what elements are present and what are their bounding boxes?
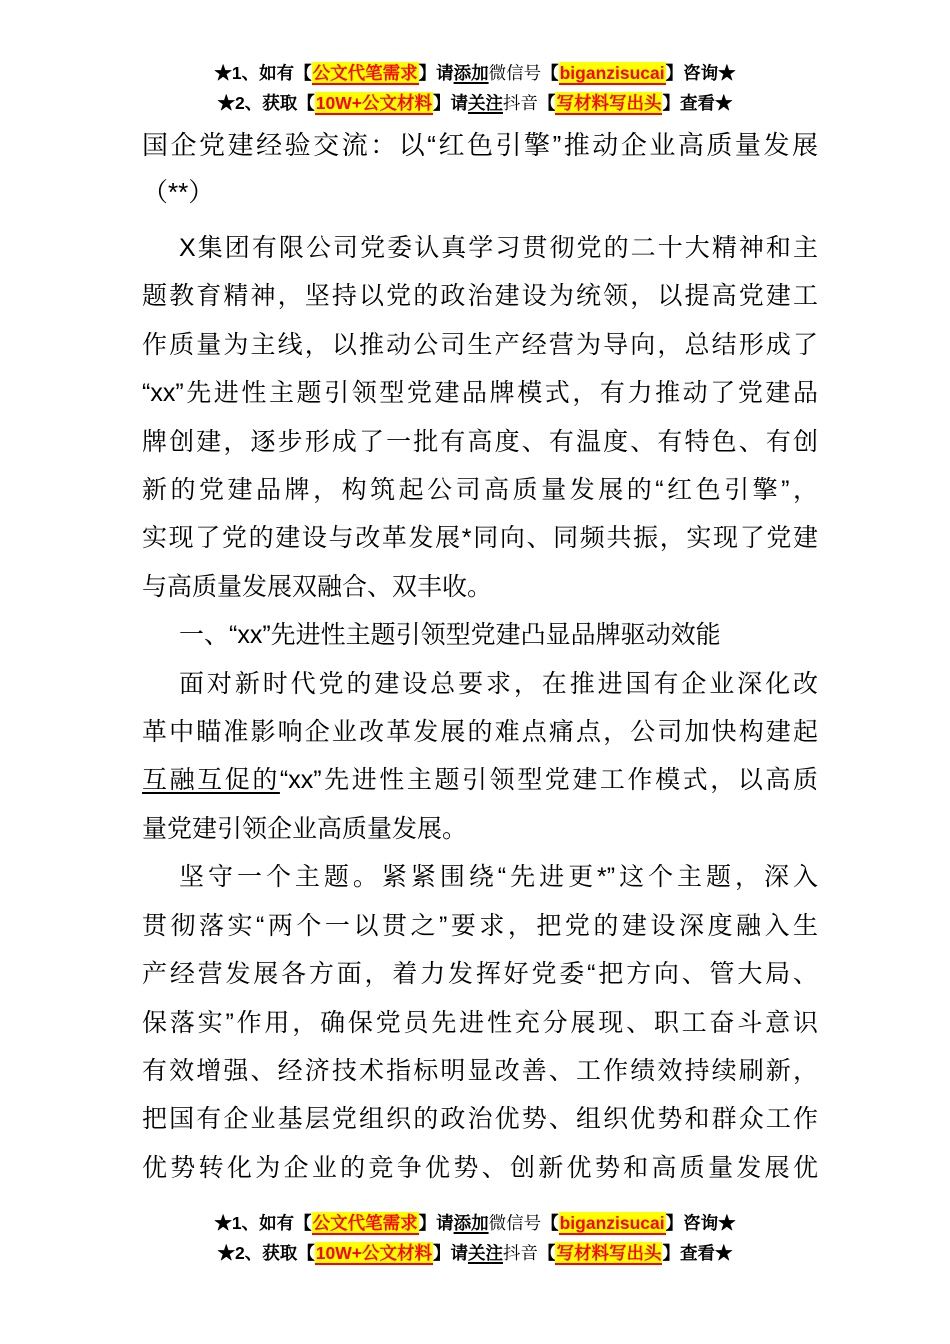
banner-line-1 xyxy=(0,1208,950,1238)
banner-segment: 抖音 xyxy=(502,93,538,113)
promo-banner-top xyxy=(0,58,950,118)
doc-paragraph xyxy=(142,660,818,854)
banner-segment: ★2、获取【 xyxy=(217,93,315,113)
banner-segment: 添加 xyxy=(453,63,489,83)
banner-segment: 】请 xyxy=(432,93,468,113)
highlighted-text: 公文代笔需求 xyxy=(312,1213,418,1233)
banner-segment: 添加 xyxy=(453,1213,489,1233)
body-line: 实现了党的建设与改革发展*同向、同频共振，实现了党建 xyxy=(142,524,818,553)
banner-line-2 xyxy=(0,1238,950,1268)
body-line: 量党建引领企业高质量发展。 xyxy=(142,814,468,843)
doc-heading xyxy=(142,611,818,659)
banner-segment: 微信号 xyxy=(488,63,542,83)
body-line: 优势转化为企业的竞争优势、创新优势和高质量发展优 xyxy=(142,1153,818,1182)
banner-segment: 【 xyxy=(537,93,556,113)
banner-segment: ★1、如有【 xyxy=(214,63,312,83)
highlighted-text: 写材料写出头 xyxy=(556,1243,662,1263)
promo-banner-bottom xyxy=(0,1208,950,1268)
banner-segment: 【 xyxy=(541,1213,559,1233)
banner-segment: 【 xyxy=(541,63,559,83)
highlighted-text: biganzisucai xyxy=(559,63,665,83)
doc-paragraph xyxy=(142,853,818,1192)
highlighted-text: biganzisucai xyxy=(559,1213,665,1233)
banner-line-2 xyxy=(0,88,950,118)
body-line: 贯彻落实“两个一以贯之”要求，把党的建设深度融入生 xyxy=(142,911,818,940)
body-line: 把国有企业基层党组织的政治优势、组织优势和群众工作 xyxy=(142,1105,818,1134)
banner-segment: 【 xyxy=(537,1243,556,1263)
body-line: 牌创建，逐步形成了一批有高度、有温度、有特色、有创 xyxy=(142,427,818,456)
heading-line: 一、“xx”先进性主题引领型党建凸显品牌驱动效能 xyxy=(179,621,721,650)
banner-segment: 】请 xyxy=(432,1243,468,1263)
banner-segment: 】请 xyxy=(418,1213,454,1233)
banner-segment: ★2、获取【 xyxy=(217,1243,315,1263)
body-line: 面对新时代党的建设总要求，在推进国有企业深化改 xyxy=(179,669,818,698)
body-text: “xx”先进性主题引领型党建工作模式，以高质 xyxy=(279,766,818,795)
body-line: X集团有限公司党委认真学习贯彻党的二十大精神和主 xyxy=(179,234,818,262)
highlighted-text: 10W+公文材料 xyxy=(315,1243,432,1263)
body-line: 新的党建品牌，构筑起公司高质量发展的“红色引擎”， xyxy=(142,476,818,505)
banner-segment: ★1、如有【 xyxy=(214,1213,312,1233)
banner-line-1 xyxy=(0,58,950,88)
title-line: （**） xyxy=(142,177,215,207)
body-line: 产经营发展各方面，着力发挥好党委“把方向、管大局、 xyxy=(142,960,818,989)
banner-segment: 】咨询★ xyxy=(665,63,736,83)
body-line: “xx”先进性主题引领型党建品牌模式，有力推动了党建品 xyxy=(142,379,818,408)
document-content xyxy=(142,122,818,1192)
banner-segment: 】查看★ xyxy=(662,93,733,113)
banner-segment: 抖音 xyxy=(502,1243,538,1263)
banner-segment: 】查看★ xyxy=(662,1243,733,1263)
body-line: 保落实”作用，确保党员先进性充分展现、职工奋斗意识 xyxy=(142,1008,818,1037)
body-line: 有效增强、经济技术指标明显改善、工作绩效持续刷新， xyxy=(142,1056,818,1085)
body-line: 与高质量发展双融合、双丰收。 xyxy=(142,572,493,601)
banner-segment: 关注 xyxy=(467,93,503,113)
body-line: 作质量为主线，以推动公司生产经营为导向，总结形成了 xyxy=(142,330,818,359)
doc-title xyxy=(142,122,818,216)
highlighted-text: 10W+公文材料 xyxy=(315,93,432,113)
body-line: 题教育精神，坚持以党的政治建设为统领，以提高党建工 xyxy=(142,282,818,311)
body-line: 坚守一个主题。紧紧围绕“先进更*”这个主题，深入 xyxy=(179,863,818,892)
banner-segment: 微信号 xyxy=(488,1213,542,1233)
underlined-text: 互融互促的 xyxy=(142,766,280,795)
doc-paragraph xyxy=(142,224,818,611)
banner-segment: 关注 xyxy=(467,1243,503,1263)
title-line: 国企党建经验交流：以“红色引擎”推动企业高质量发展 xyxy=(142,130,818,160)
body-line xyxy=(142,756,818,804)
banner-segment: 】咨询★ xyxy=(665,1213,736,1233)
highlighted-text: 写材料写出头 xyxy=(556,93,662,113)
highlighted-text: 公文代笔需求 xyxy=(312,63,418,83)
body-line: 革中瞄准影响企业改革发展的难点痛点，公司加快构建起 xyxy=(142,718,818,747)
banner-segment: 】请 xyxy=(418,63,454,83)
